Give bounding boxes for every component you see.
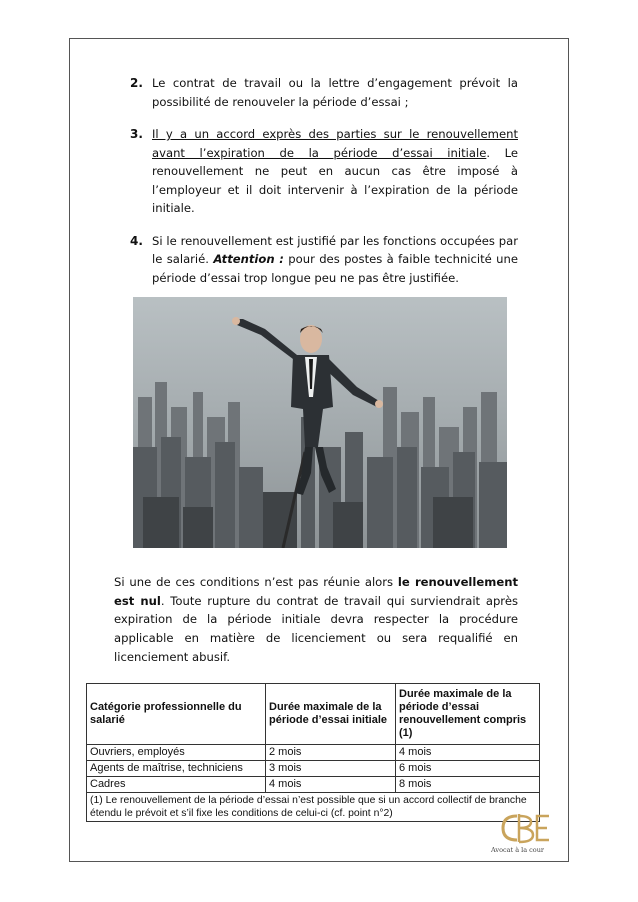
list-item: [130, 232, 518, 288]
table-cell: 6 mois: [396, 761, 540, 777]
header-category: Catégorie professionnelle du salarié: [87, 684, 266, 745]
attention-label: Attention :: [213, 252, 284, 266]
table-cell: 4 mois: [266, 777, 396, 793]
table-cell: Agents de maîtrise, techniciens: [87, 761, 266, 777]
table-note: (1) Le renouvellement de la période d’essai n’est possible que si un accord collectif de branche étendu le prévoit et s’il fixe les conditions de celui-ci (cf. point n°2): [87, 793, 540, 822]
paragraph-text: Si une de ces conditions n’est pas réunie alors: [114, 575, 398, 589]
table-cell: Cadres: [87, 777, 266, 793]
logo-tagline: Avocat à la cour: [491, 846, 545, 854]
table-cell: Ouvriers, employés: [87, 745, 266, 761]
item-number: 4.: [130, 233, 143, 248]
item-text-after: pour des postes à faible technicité une période d’essai trop longue peu ne pas être justifiée.: [152, 252, 518, 285]
item-text-underlined: Il y a un accord exprès des parties sur le renouvellement avant l’expiration de la période d’essai initiale: [152, 127, 518, 160]
header-renewal-duration: Durée maximale de la période d’essai renouvellement compris (1): [396, 684, 540, 745]
table-cell: 8 mois: [396, 777, 540, 793]
tightrope-businessman-photo: [133, 297, 507, 548]
consequence-paragraph: [114, 573, 518, 667]
table-header-row: [87, 684, 540, 745]
item-number: 3.: [130, 127, 143, 141]
item-text: . Le renouvellement ne peut en aucun cas être imposé à l’employeur et il doit intervenir à l’expiration de la période initiale.: [152, 145, 518, 215]
table-row: [87, 777, 540, 793]
table-row: [87, 745, 540, 761]
paragraph-text-after: . Toute rupture du contrat de travail qui surviendrait après expiration de la période initiale devra respecter la procédure applicable en matière de licenciement ou sera requalifié en licenciement abusif.: [114, 593, 518, 664]
conditions-list: [130, 74, 518, 301]
table-cell: 3 mois: [266, 761, 396, 777]
table-cell: 4 mois: [396, 745, 540, 761]
table-note-row: [87, 793, 540, 822]
header-initial-duration: Durée maximale de la période d’essai initiale: [266, 684, 396, 745]
item-text: Si le renouvellement est justifié par les fonctions occupées par le salarié.: [152, 233, 518, 266]
item-number: 2.: [130, 76, 143, 90]
table-row: [87, 761, 540, 777]
list-item: [130, 125, 518, 218]
item-text: Le contrat de travail ou la lettre d’engagement prévoit la possibilité de renouveler la période d’essai ;: [152, 76, 518, 109]
paragraph-bold: le renouvellement est nul: [114, 575, 518, 608]
trial-period-table: [86, 683, 540, 822]
list-item: [130, 74, 518, 111]
table-cell: 2 mois: [266, 745, 396, 761]
logo-mark: [497, 810, 557, 846]
